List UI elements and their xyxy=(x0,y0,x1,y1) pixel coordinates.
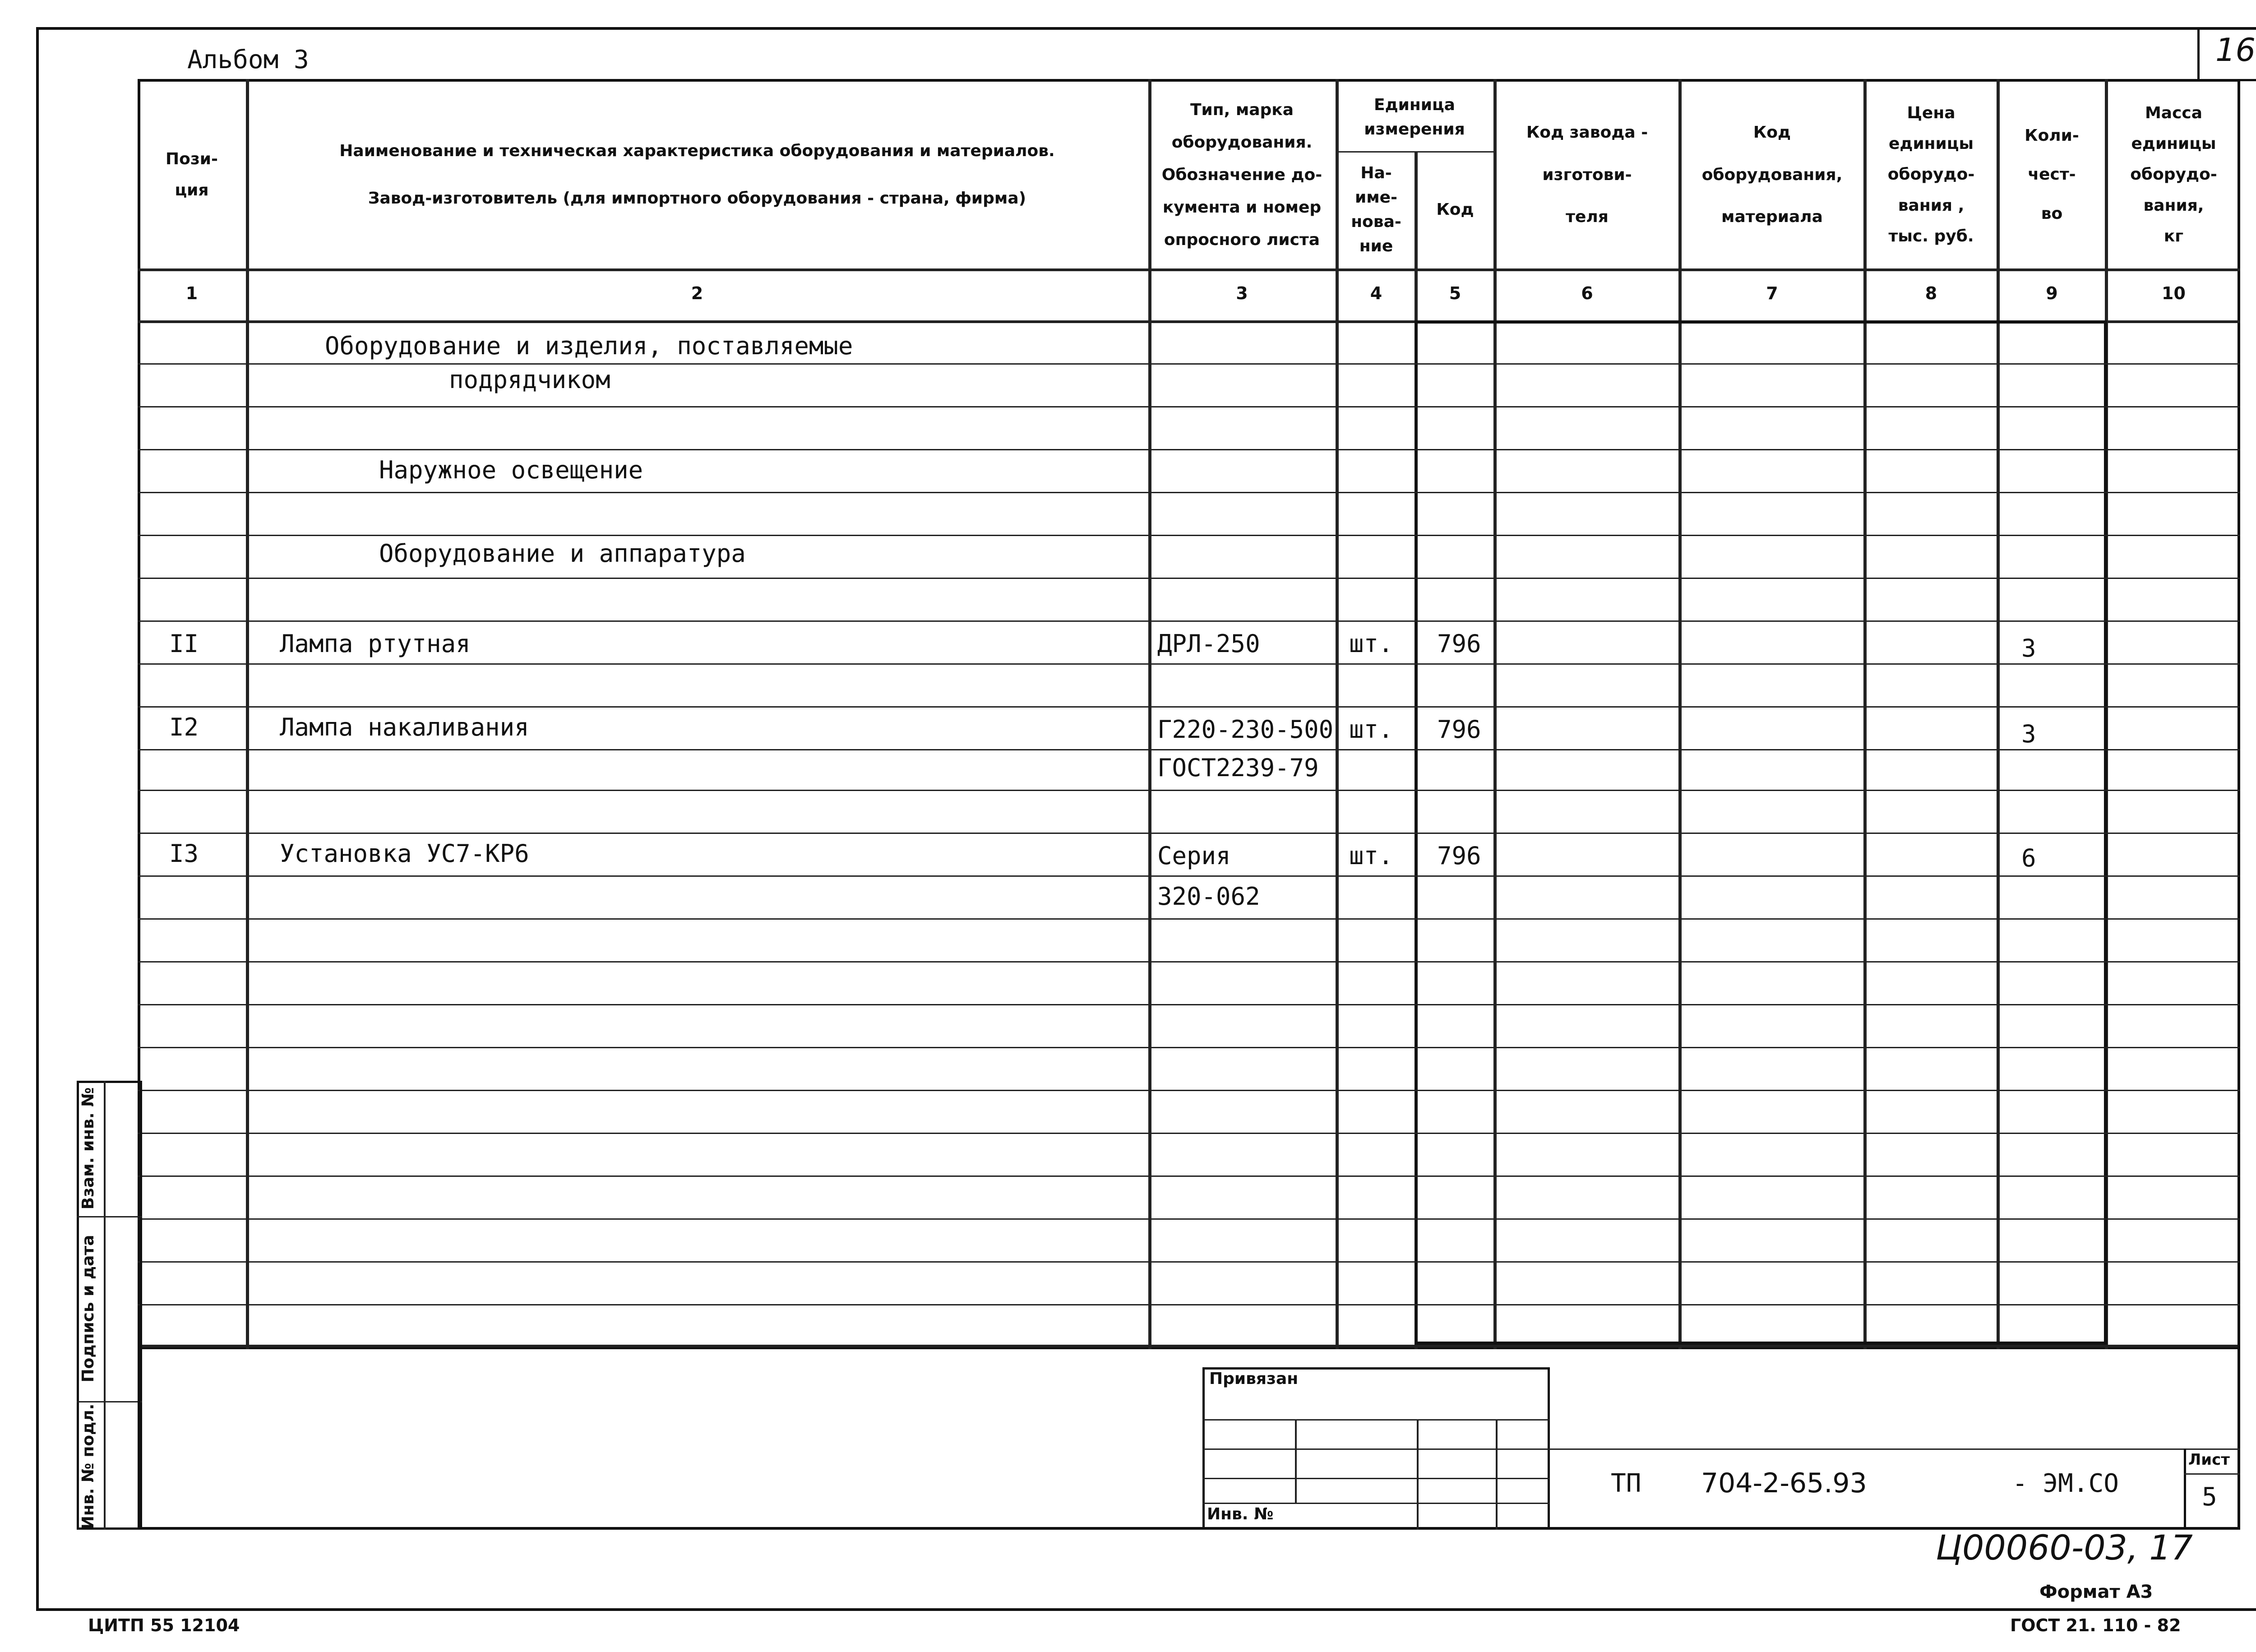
privyazan-line-1 xyxy=(1202,1419,1550,1421)
side-label-vzam: Взам. инв. № xyxy=(79,1087,97,1210)
section-title-supplied: Оборудование и изделия, поставляемые xyxy=(325,332,853,360)
item-name-I3: Установка УС7-КР6 xyxy=(280,839,529,868)
format-label: Формат А3 xyxy=(2039,1582,2153,1602)
colnum-3: 3 xyxy=(1236,283,1248,303)
privyazan-line-4 xyxy=(1202,1503,1550,1504)
header-col-10: Масса единицы оборудо- вания, кг xyxy=(2130,103,2217,246)
section-title-contractor: подрядчиком xyxy=(449,366,610,394)
title-block-top-line xyxy=(1550,1448,2240,1450)
side-stamp-inner-line xyxy=(104,1081,106,1530)
side-label-inv: Инв. № подл. xyxy=(79,1403,97,1530)
item-pos-I3: I3 xyxy=(169,839,199,868)
colnum-8: 8 xyxy=(1925,283,1937,303)
header-bottom-line xyxy=(138,268,2240,271)
citp-label: ЦИТП 55 12104 xyxy=(88,1615,240,1635)
colnum-4: 4 xyxy=(1370,283,1382,303)
item-unit-II: шт. xyxy=(1349,629,1393,658)
item-pos-I2: I2 xyxy=(169,713,199,741)
bottom-stamp-border xyxy=(138,1345,2240,1530)
item-type-I2: Г220-230-500 xyxy=(1157,715,1334,744)
colnum-1: 1 xyxy=(185,283,198,303)
privyazan-line-2 xyxy=(1202,1448,1550,1450)
doc-suffix: - ЭМ.СО xyxy=(2012,1469,2119,1498)
tp-label: ТП xyxy=(1611,1469,1641,1498)
header-col-9: Коли- чест- во xyxy=(2025,126,2079,223)
col-line-3 xyxy=(1336,79,1339,1349)
list-number: 5 xyxy=(2202,1482,2217,1512)
section-title-outdoor-lighting: Наружное освещение xyxy=(379,456,643,484)
item-type-II: ДРЛ-250 xyxy=(1157,629,1260,658)
colnum-6: 6 xyxy=(1581,283,1593,303)
colnum-2: 2 xyxy=(691,283,703,303)
colnum-7: 7 xyxy=(1766,283,1778,303)
item-type-I3: Серия xyxy=(1157,842,1231,870)
item-name-I2: Лампа накаливания xyxy=(280,713,529,741)
inv-no-label: Инв. № xyxy=(1207,1505,1274,1523)
handwritten-code: Ц00060-03, 17 xyxy=(1936,1527,2193,1568)
gost-label: ГОСТ 21. 110 - 82 xyxy=(2010,1615,2181,1635)
header-col-7: Код оборудования, материала xyxy=(1701,123,1843,227)
privyazan-label: Привязан xyxy=(1209,1370,1299,1388)
list-box-line xyxy=(2184,1473,2240,1475)
privyazan-vline-2 xyxy=(1417,1419,1419,1530)
item-name-II: Лампа ртутная xyxy=(280,629,471,658)
item-code-II: 796 xyxy=(1437,629,1481,658)
header-col-8: Цена единицы оборудо- вания , тыс. руб. xyxy=(1887,103,1975,246)
item-type2-I3: 320-062 xyxy=(1157,882,1260,911)
item-qty-II: 3 xyxy=(2021,634,2036,662)
colnum-5: 5 xyxy=(1449,283,1461,303)
album-label: Альбом 3 xyxy=(187,45,309,74)
privyazan-line-3 xyxy=(1202,1478,1550,1479)
side-label-podpis: Подпись и дата xyxy=(79,1235,97,1383)
item-unit-I2: шт. xyxy=(1349,715,1393,744)
header-col-1: Пози- ция xyxy=(166,150,218,199)
item-code-I3: 796 xyxy=(1437,842,1481,870)
item-type2-I2: ГОСТ2239-79 xyxy=(1157,754,1319,782)
privyazan-vline-3 xyxy=(1496,1419,1498,1530)
header-col-4: На- име- нова- ние xyxy=(1351,164,1401,255)
header-col-5: Код xyxy=(1436,200,1474,219)
colnum-9: 9 xyxy=(2046,283,2058,303)
item-code-I2: 796 xyxy=(1437,715,1481,744)
header-col-6: Код завода - изготови- теля xyxy=(1526,123,1648,227)
item-qty-I3: 6 xyxy=(2021,844,2036,872)
item-qty-I2: 3 xyxy=(2021,720,2036,748)
header-unit-group: Единица измерения xyxy=(1364,96,1465,139)
header-col-3: Тип, марка оборудования. Обозначение до- кумента и номер опросного листа xyxy=(1161,100,1322,249)
corner-sheet-number: 16 xyxy=(2215,32,2256,69)
col-line-2 xyxy=(1148,79,1151,1349)
item-pos-II: II xyxy=(169,629,199,658)
section-title-equipment: Оборудование и аппаратура xyxy=(379,539,746,568)
side-stamp-line-1 xyxy=(77,1216,142,1217)
item-unit-I3: шт. xyxy=(1349,842,1393,870)
header-col-2: Наименование и техническая характеристика оборудования и материалов. Завод-изготовитель (для импортного оборудования - страна, фирма) xyxy=(339,142,1055,208)
privyazan-vline-1 xyxy=(1295,1419,1297,1503)
list-label: Лист xyxy=(2188,1451,2230,1469)
doc-number: 704-2-65.93 xyxy=(1701,1467,1867,1499)
col-line-1 xyxy=(246,79,249,1349)
colnum-10: 10 xyxy=(2162,283,2186,303)
